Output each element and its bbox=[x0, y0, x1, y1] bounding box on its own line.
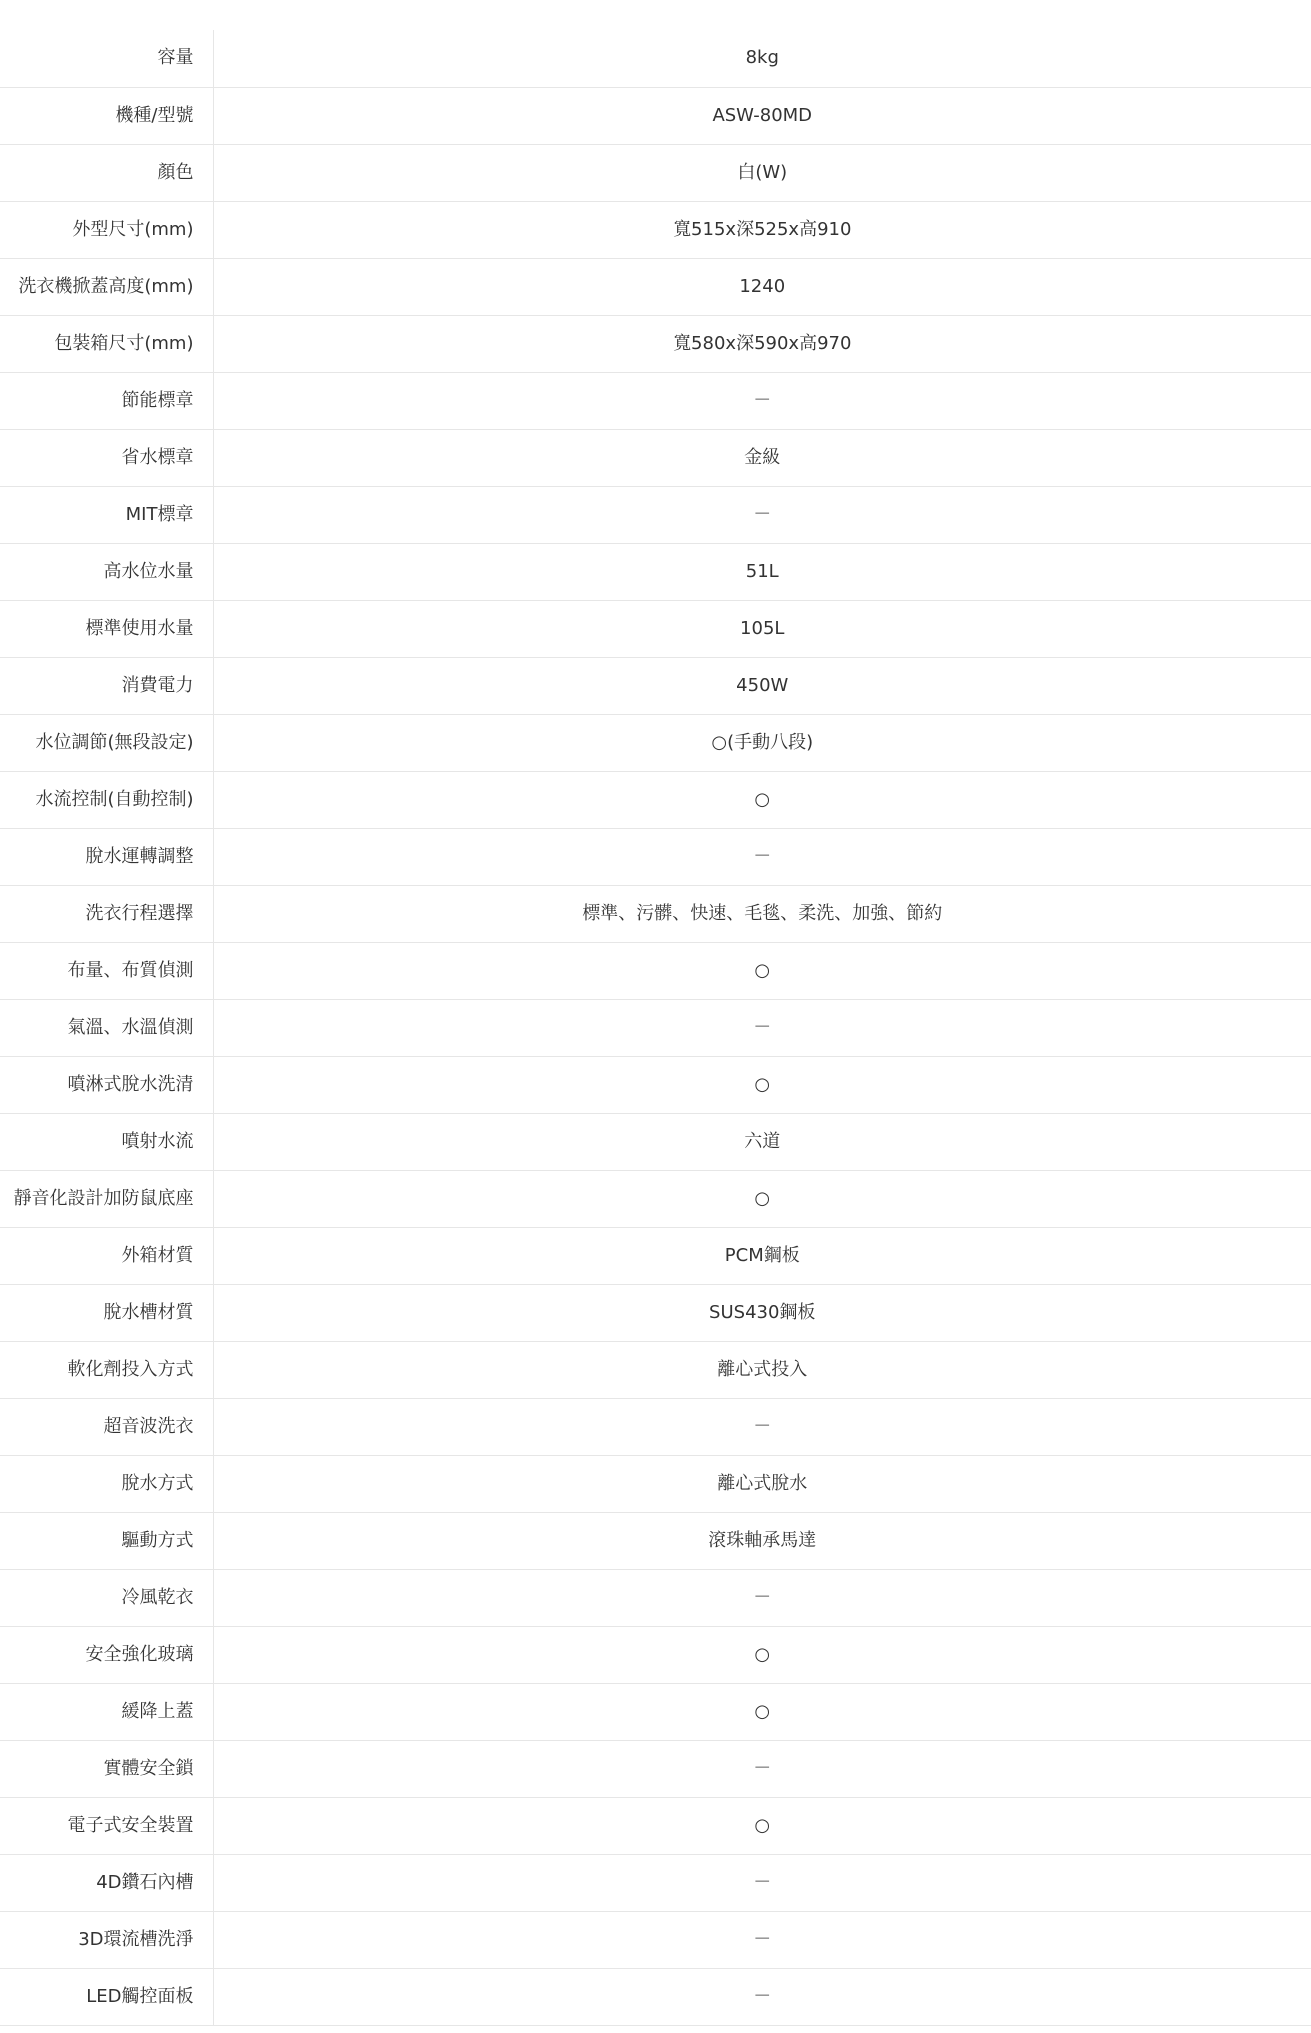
spec-value: PCM鋼板 bbox=[213, 1227, 1311, 1284]
spec-label: 氣溫、水溫偵測 bbox=[0, 999, 213, 1056]
spec-label: 噴射水流 bbox=[0, 1113, 213, 1170]
spec-label: LED觸控面板 bbox=[0, 1968, 213, 2025]
table-row bbox=[0, 258, 1311, 315]
spec-label: 洗衣行程選擇 bbox=[0, 885, 213, 942]
spec-label: MIT標章 bbox=[0, 486, 213, 543]
spec-table-body bbox=[0, 30, 1311, 2025]
spec-label: 布量、布質偵測 bbox=[0, 942, 213, 999]
spec-label: 緩降上蓋 bbox=[0, 1683, 213, 1740]
spec-label: 水位調節(無段設定) bbox=[0, 714, 213, 771]
spec-value: ○ bbox=[213, 1056, 1311, 1113]
spec-value: － bbox=[213, 1740, 1311, 1797]
spec-value: 金級 bbox=[213, 429, 1311, 486]
table-row bbox=[0, 1911, 1311, 1968]
spec-label: 冷風乾衣 bbox=[0, 1569, 213, 1626]
spec-label: 脫水槽材質 bbox=[0, 1284, 213, 1341]
spec-label: 脫水方式 bbox=[0, 1455, 213, 1512]
spec-value: ○ bbox=[213, 1170, 1311, 1227]
spec-value: － bbox=[213, 1911, 1311, 1968]
spec-value: ○(手動八段) bbox=[213, 714, 1311, 771]
spec-value: － bbox=[213, 1569, 1311, 1626]
table-row bbox=[0, 771, 1311, 828]
spec-label: 實體安全鎖 bbox=[0, 1740, 213, 1797]
spec-label: 靜音化設計加防鼠底座 bbox=[0, 1170, 213, 1227]
spec-value: 白(W) bbox=[213, 144, 1311, 201]
spec-label: 顏色 bbox=[0, 144, 213, 201]
table-row bbox=[0, 201, 1311, 258]
table-row bbox=[0, 1797, 1311, 1854]
spec-value: 離心式投入 bbox=[213, 1341, 1311, 1398]
table-row bbox=[0, 1227, 1311, 1284]
table-row bbox=[0, 144, 1311, 201]
spec-label: 標準使用水量 bbox=[0, 600, 213, 657]
spec-label: 洗衣機掀蓋高度(mm) bbox=[0, 258, 213, 315]
table-row bbox=[0, 1740, 1311, 1797]
table-row bbox=[0, 885, 1311, 942]
spec-value: － bbox=[213, 1854, 1311, 1911]
spec-value: 51L bbox=[213, 543, 1311, 600]
table-row bbox=[0, 828, 1311, 885]
spec-value: 105L bbox=[213, 600, 1311, 657]
table-row bbox=[0, 999, 1311, 1056]
spec-value: 1240 bbox=[213, 258, 1311, 315]
table-row bbox=[0, 1398, 1311, 1455]
table-row bbox=[0, 429, 1311, 486]
spec-value: ○ bbox=[213, 1797, 1311, 1854]
table-row bbox=[0, 657, 1311, 714]
table-row bbox=[0, 1626, 1311, 1683]
table-row bbox=[0, 1170, 1311, 1227]
spec-value: 寬515x深525x高910 bbox=[213, 201, 1311, 258]
spec-label: 電子式安全裝置 bbox=[0, 1797, 213, 1854]
spec-label: 驅動方式 bbox=[0, 1512, 213, 1569]
spec-label: 超音波洗衣 bbox=[0, 1398, 213, 1455]
spec-label: 外箱材質 bbox=[0, 1227, 213, 1284]
table-row bbox=[0, 1683, 1311, 1740]
spec-label: 3D環流槽洗淨 bbox=[0, 1911, 213, 1968]
spec-label: 省水標章 bbox=[0, 429, 213, 486]
spec-label: 外型尺寸(mm) bbox=[0, 201, 213, 258]
table-row bbox=[0, 714, 1311, 771]
spec-label: 消費電力 bbox=[0, 657, 213, 714]
spec-value: 滾珠軸承馬達 bbox=[213, 1512, 1311, 1569]
spec-value: － bbox=[213, 999, 1311, 1056]
table-row bbox=[0, 486, 1311, 543]
spec-value: 標準、污髒、快速、毛毯、柔洗、加強、節約 bbox=[213, 885, 1311, 942]
spec-table bbox=[0, 30, 1311, 2026]
table-row bbox=[0, 1569, 1311, 1626]
table-row bbox=[0, 1113, 1311, 1170]
spec-value: － bbox=[213, 1398, 1311, 1455]
spec-value: － bbox=[213, 486, 1311, 543]
spec-label: 脫水運轉調整 bbox=[0, 828, 213, 885]
spec-label: 軟化劑投入方式 bbox=[0, 1341, 213, 1398]
spec-label: 噴淋式脫水洗清 bbox=[0, 1056, 213, 1113]
spec-value: － bbox=[213, 1968, 1311, 2025]
table-row bbox=[0, 1854, 1311, 1911]
spec-value: SUS430鋼板 bbox=[213, 1284, 1311, 1341]
spec-label: 安全強化玻璃 bbox=[0, 1626, 213, 1683]
table-row bbox=[0, 1455, 1311, 1512]
table-row bbox=[0, 30, 1311, 87]
spec-value: 8kg bbox=[213, 30, 1311, 87]
table-row bbox=[0, 315, 1311, 372]
table-row bbox=[0, 1284, 1311, 1341]
spec-label: 節能標章 bbox=[0, 372, 213, 429]
table-row bbox=[0, 543, 1311, 600]
table-row bbox=[0, 1341, 1311, 1398]
spec-label: 高水位水量 bbox=[0, 543, 213, 600]
table-row bbox=[0, 87, 1311, 144]
spec-label: 包裝箱尺寸(mm) bbox=[0, 315, 213, 372]
spec-value: － bbox=[213, 828, 1311, 885]
table-row bbox=[0, 1056, 1311, 1113]
table-row bbox=[0, 600, 1311, 657]
spec-label: 水流控制(自動控制) bbox=[0, 771, 213, 828]
spec-value: 六道 bbox=[213, 1113, 1311, 1170]
spec-value: ○ bbox=[213, 771, 1311, 828]
spec-value: 450W bbox=[213, 657, 1311, 714]
table-row bbox=[0, 942, 1311, 999]
spec-value: ○ bbox=[213, 942, 1311, 999]
table-row bbox=[0, 1512, 1311, 1569]
spec-value: ○ bbox=[213, 1626, 1311, 1683]
spec-label: 容量 bbox=[0, 30, 213, 87]
spec-label: 機種/型號 bbox=[0, 87, 213, 144]
spec-value: 離心式脫水 bbox=[213, 1455, 1311, 1512]
table-row bbox=[0, 1968, 1311, 2025]
table-row bbox=[0, 372, 1311, 429]
spec-value: 寬580x深590x高970 bbox=[213, 315, 1311, 372]
spec-value: ○ bbox=[213, 1683, 1311, 1740]
spec-value: ASW-80MD bbox=[213, 87, 1311, 144]
spec-value: － bbox=[213, 372, 1311, 429]
spec-label: 4D鑽石內槽 bbox=[0, 1854, 213, 1911]
